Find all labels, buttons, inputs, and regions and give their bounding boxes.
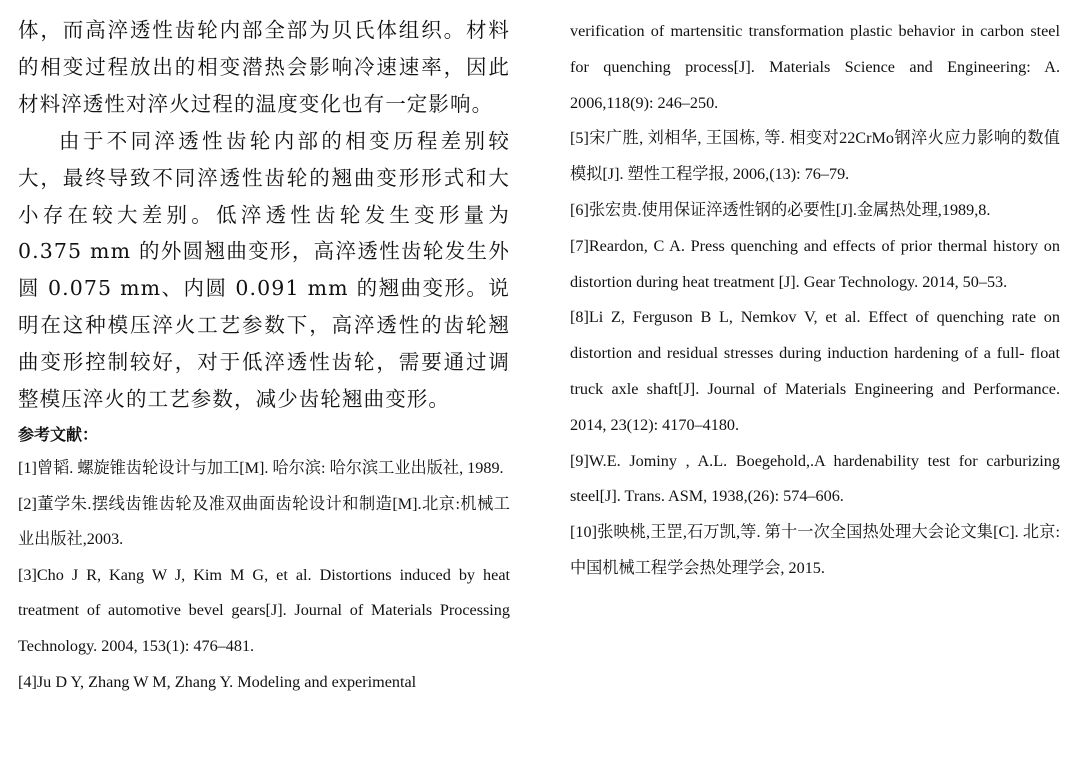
- reference-item-5: [5]宋广胜, 刘相华, 王国栋, 等. 相变对22CrMo钢淬火应力影响的数值模拟[J]. 塑性工程学报, 2006,(13): 76–79.: [570, 129, 1060, 184]
- reference-item-4-continued: verification of martensitic transformation plastic behavior in carbon steel for quenching process[J]. Materials Science and Engineering: A. 2006,118(9): 246–250.: [570, 22, 1060, 112]
- reference-item-8: [8]Li Z, Ferguson B L, Nemkov V, et al. Effect of quenching rate on distortion and residual stresses during induction hardening of a full- float truck axle shaft[J]. Journal of Materials Engineering and Performance. 2014, 23(12): 4170–4180.: [570, 308, 1060, 434]
- references-list-left: [18, 451, 510, 700]
- body-paragraph-continued: 体，而高淬透性齿轮内部全部为贝氏体组织。材料的相变过程放出的相变潜热会影响冷速速率，因此材料淬透性对淬火过程的温度变化也有一定影响。: [18, 18, 510, 116]
- reference-item-9: [9]W.E. Jominy , A.L. Boegehold,.A hardenability test for carburizing steel[J]. Trans. ASM, 1938,(26): 574–606.: [570, 451, 1060, 506]
- right-column: [570, 14, 1060, 587]
- reference-item-4-start: [4]Ju D Y, Zhang W M, Zhang Y. Modeling and experimental: [18, 672, 417, 691]
- references-list-right: [570, 14, 1060, 587]
- reference-item-1: [1]曾韬. 螺旋锥齿轮设计与加工[M]. 哈尔滨: 哈尔滨工业出版社, 1989.: [18, 458, 504, 477]
- reference-item-10: [10]张映桃,王罡,石万凯,等. 第十一次全国热处理大会论文集[C]. 北京: 中国机械工程学会热处理学会, 2015.: [570, 523, 1060, 577]
- reference-item-6: [6]张宏贵.使用保证淬透性钢的必要性[J].金属热处理,1989,8.: [570, 200, 991, 219]
- reference-item-3: [3]Cho J R, Kang W J, Kim M G, et al. Distortions induced by heat treatment of automotive bevel gears[J]. Journal of Materials Processing Technology. 2004, 153(1): 476–481.: [18, 565, 510, 655]
- reference-item-2: [2]董学朱.摆线齿锥齿轮及准双曲面齿轮设计和制造[M].北京:机械工业出版社,2003.: [18, 494, 510, 549]
- left-column: [18, 12, 510, 700]
- references-heading: 参考文献：: [18, 424, 99, 444]
- body-paragraph-conclusion: 由于不同淬透性齿轮内部的相变历程差别较大，最终导致不同淬透性齿轮的翘曲变形形式和大小存在较大差别。低淬透性齿轮发生变形量为0.375 mm 的外圆翘曲变形，高淬透性齿轮发生外圆 0.075 mm、内圆 0.091 mm 的翘曲变形。说明在这种模压淬火工艺参数下，高淬透性的齿轮翘曲变形控制较好，对于低淬透性齿轮，需要通过调整模压淬火的工艺参数，减少齿轮翘曲变形。: [18, 128, 510, 412]
- reference-item-7: [7]Reardon, C A. Press quenching and effects of prior thermal history on distortion during heat treatment [J]. Gear Technology. 2014, 50–53.: [570, 236, 1060, 291]
